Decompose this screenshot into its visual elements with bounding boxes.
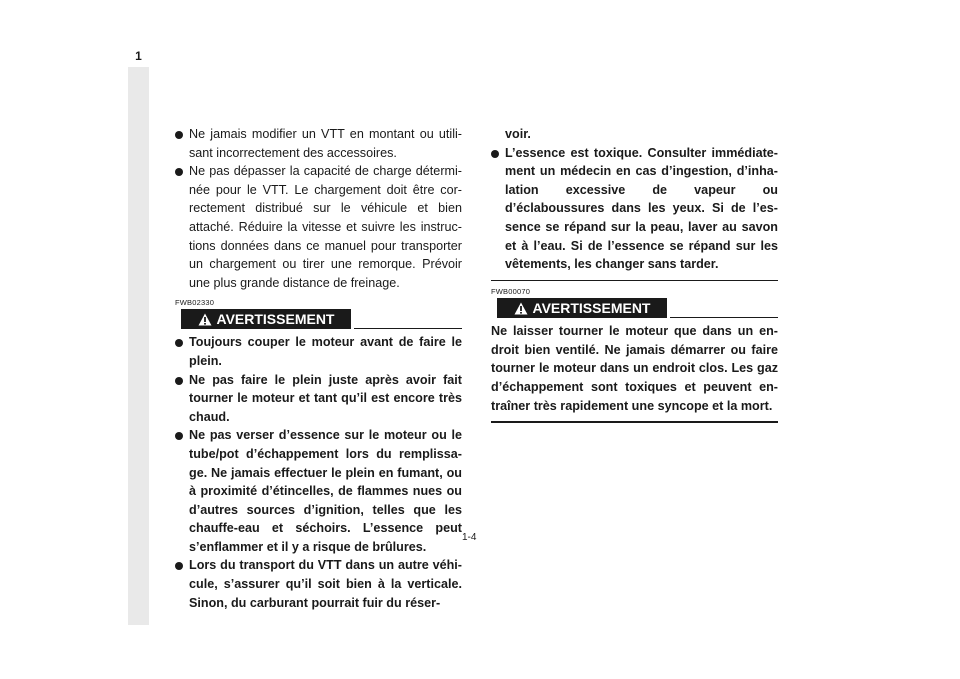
bullet-dot-icon [175, 432, 183, 440]
bullet-dot-icon [175, 168, 183, 176]
right-column [491, 125, 778, 423]
section-end-rule [491, 280, 778, 282]
toxic-bullet-list [491, 144, 778, 274]
bullet-dot-icon [175, 562, 183, 570]
warning-header [491, 298, 778, 318]
intro-bullet-list [175, 125, 462, 292]
bullet-dot-icon [175, 131, 183, 139]
warning-triangle-icon [514, 302, 528, 315]
warning-header-rule [354, 328, 462, 330]
warning-triangle-icon [198, 313, 212, 326]
warning-code: FWB00070 [491, 287, 531, 297]
warning-label: AVERTISSEMENT [532, 300, 651, 317]
list-item: Ne pas dépasser la capacité de charge détermi-née pour le VTT. Le chargement doit être cor-rectement distribué sur le véhicule et bien attaché. Réduire la vitesse et suivre les instruc-tions données dans ce manuel pour transporter un chargement ou tirer une remorque. Prévoir une plus grande distance de freinage. [175, 162, 462, 292]
left-column [175, 125, 462, 612]
warning-bullet-list [175, 333, 462, 612]
bullet-dot-icon [175, 377, 183, 385]
list-item: Ne pas faire le plein juste après avoir fait tourner le moteur et tant qu’il est encore très chaud. [175, 371, 462, 427]
warning-code: FWB02330 [175, 298, 215, 308]
bullet-dot-icon [175, 339, 183, 347]
warning-header [175, 309, 462, 329]
list-item: Toujours couper le moteur avant de faire le plein. [175, 333, 462, 370]
list-item: Ne jamais modifier un VTT en montant ou utili-sant incorrectement des accessoires. [175, 125, 462, 162]
warning-label-box [181, 309, 351, 329]
warning-paragraph: Ne laisser tourner le moteur que dans un en-droit bien ventilé. Ne jamais démarrer ou faire tourner le moteur dans un endroit clos. Les gaz d’échappement sont toxiques et peuvent en-traîner très rapidement une syncope et la mort. [491, 324, 778, 413]
warning-label: AVERTISSEMENT [216, 311, 335, 328]
warning-label-box [497, 298, 667, 318]
page-number: 1-4 [462, 532, 477, 543]
chapter-tab [128, 45, 149, 625]
bullet-dot-icon [491, 150, 499, 158]
warning-header-rule [670, 317, 778, 319]
chapter-number: 1 [128, 45, 149, 67]
list-item: Ne pas verser d’essence sur le moteur ou le tube/pot d’échappement lors du remplissa-ge. Ne jamais effectuer le plein en fumant, ou à proximité d’étincelles, de flammes nues ou d’autres sources d’ignition, telles que les chauffe-eau et séchoirs. L’essence peut s’enflammer et il y a risque de brûlures. [175, 426, 462, 556]
section-end-rule [491, 421, 778, 423]
list-item: L’essence est toxique. Consulter immédiate-ment un médecin en cas d’ingestion, d’inha-lation excessive de vapeur ou d’éclaboussures dans les yeux. Si de l’es-sence se répand sur la peau, laver au savon et à l’eau. Si de l’essence se répand sur les vêtements, les changer sans tarder. [491, 144, 778, 274]
continued-text: voir. [505, 127, 531, 141]
list-item: Lors du transport du VTT dans un autre véhi-cule, s’assurer qu’il soit bien à la verticale. Sinon, du carburant pourrait fuir du réser- [175, 556, 462, 612]
